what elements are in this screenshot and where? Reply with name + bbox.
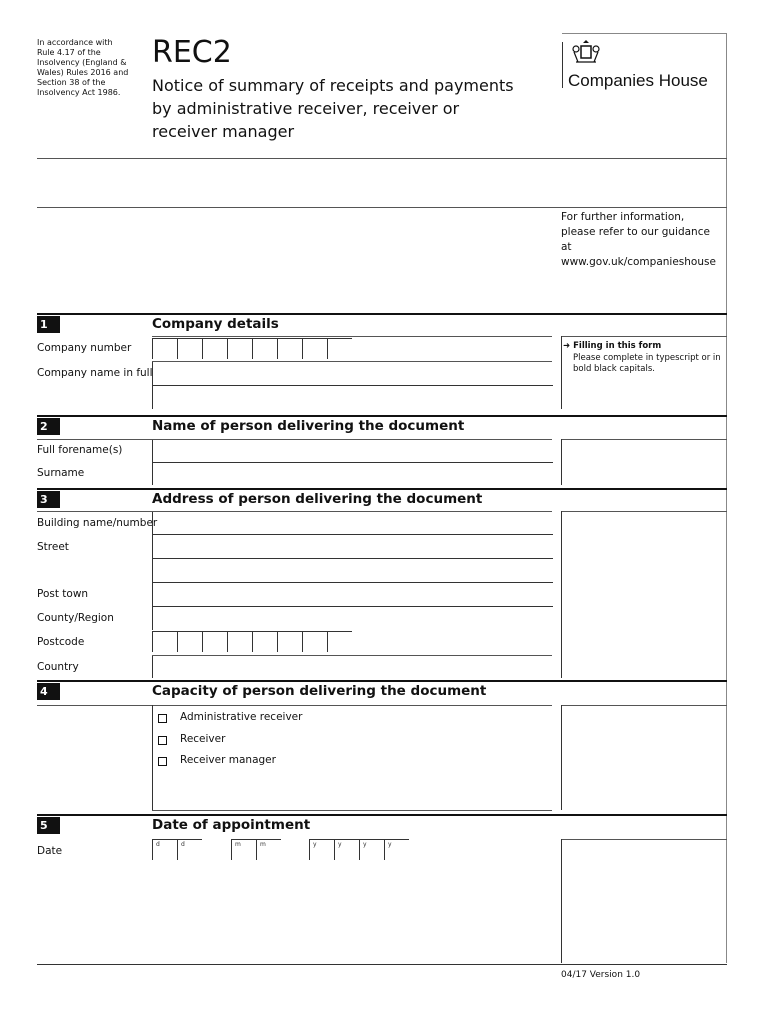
section-2-side-border xyxy=(561,439,562,485)
building-field[interactable] xyxy=(152,512,553,535)
admin-receiver-label: Administrative receiver xyxy=(180,711,303,723)
company-name-field-1[interactable] xyxy=(152,362,553,386)
country-field[interactable] xyxy=(152,656,553,678)
header-rule xyxy=(37,158,727,159)
receiver-manager-label: Receiver manager xyxy=(180,754,276,766)
section-3-rule xyxy=(37,488,727,490)
filling-note-heading xyxy=(563,341,661,351)
section-3-number: 3 xyxy=(37,491,60,508)
street-label: Street xyxy=(37,541,69,553)
section-1-title: Company details xyxy=(152,316,279,332)
receiver-manager-checkbox[interactable] xyxy=(158,757,167,766)
footer-rule xyxy=(37,964,727,965)
section-5-rule xyxy=(37,814,727,816)
country-label: Country xyxy=(37,661,79,673)
receiver-checkbox[interactable] xyxy=(158,736,167,745)
company-number-label: Company number xyxy=(37,342,132,354)
section-5-title: Date of appointment xyxy=(152,817,311,833)
brand-name: Companies House xyxy=(568,71,708,90)
section-4-subrule xyxy=(37,705,552,706)
surname-field[interactable] xyxy=(152,463,553,485)
section-1-rule xyxy=(37,313,727,315)
section-5-number: 5 xyxy=(37,817,60,834)
section-4-side-border xyxy=(561,705,562,810)
header-rule-2 xyxy=(37,207,727,208)
section-2-number: 2 xyxy=(37,418,60,435)
version-label: 04/17 Version 1.0 xyxy=(561,970,641,980)
section-3-title: Address of person delivering the document xyxy=(152,491,483,507)
post-town-label: Post town xyxy=(37,588,89,600)
section-2-title: Name of person delivering the document xyxy=(152,418,465,434)
post-town-field[interactable] xyxy=(152,583,553,607)
forenames-label: Full forename(s) xyxy=(37,444,123,456)
company-name-field-2[interactable] xyxy=(152,386,553,409)
county-field[interactable] xyxy=(152,607,553,630)
section-1-number: 1 xyxy=(37,316,60,333)
filling-note-body: Please complete in typescript or in bold black capitals. xyxy=(573,353,721,374)
filling-note-heading-text: Filling in this form xyxy=(573,341,662,351)
date-label: Date xyxy=(37,845,63,857)
section-1-subrule xyxy=(152,336,552,337)
section-4-side-rule xyxy=(561,705,727,706)
section-2-side-rule xyxy=(561,439,727,440)
company-name-label: Company name in full xyxy=(37,367,153,379)
filling-note-rule xyxy=(561,336,727,337)
postcode-label: Postcode xyxy=(37,636,85,648)
brand-divider xyxy=(562,42,563,88)
arrow-right-icon: ➜ xyxy=(563,341,571,351)
filling-note-border xyxy=(561,336,562,409)
admin-receiver-checkbox[interactable] xyxy=(158,714,167,723)
right-border xyxy=(726,33,727,963)
section-4-bottom-rule xyxy=(152,810,552,811)
street-field-1[interactable] xyxy=(152,535,553,559)
section-3-side-rule xyxy=(561,511,727,512)
section-2-rule xyxy=(37,415,727,417)
section-4-number: 4 xyxy=(37,683,60,700)
section-3-side-border xyxy=(561,511,562,678)
street-field-2[interactable] xyxy=(152,559,553,583)
form-title: Notice of summary of receipts and payments by administrative receiver, receiver or receiver manager xyxy=(152,76,514,141)
building-label: Building name/number xyxy=(37,517,158,529)
surname-label: Surname xyxy=(37,467,85,479)
further-info: For further information, please refer to our guidance at www.gov.uk/companieshouse xyxy=(561,211,716,268)
section-5-side-rule xyxy=(561,839,727,840)
section-4-title: Capacity of person delivering the document xyxy=(152,683,487,699)
legal-note: In accordance with Rule 4.17 of the Insolvency (England & Wales) Rules 2016 and Section 38 of the Insolvency Act 1986. xyxy=(37,38,129,97)
form-code: REC2 xyxy=(152,35,232,70)
section-5-side-border xyxy=(561,839,562,963)
top-border xyxy=(562,33,727,34)
crest-icon xyxy=(570,40,602,66)
forenames-field[interactable] xyxy=(152,440,553,463)
section-4-field-border xyxy=(152,705,153,810)
receiver-label: Receiver xyxy=(180,733,226,745)
section-4-rule xyxy=(37,680,727,682)
county-label: County/Region xyxy=(37,612,114,624)
